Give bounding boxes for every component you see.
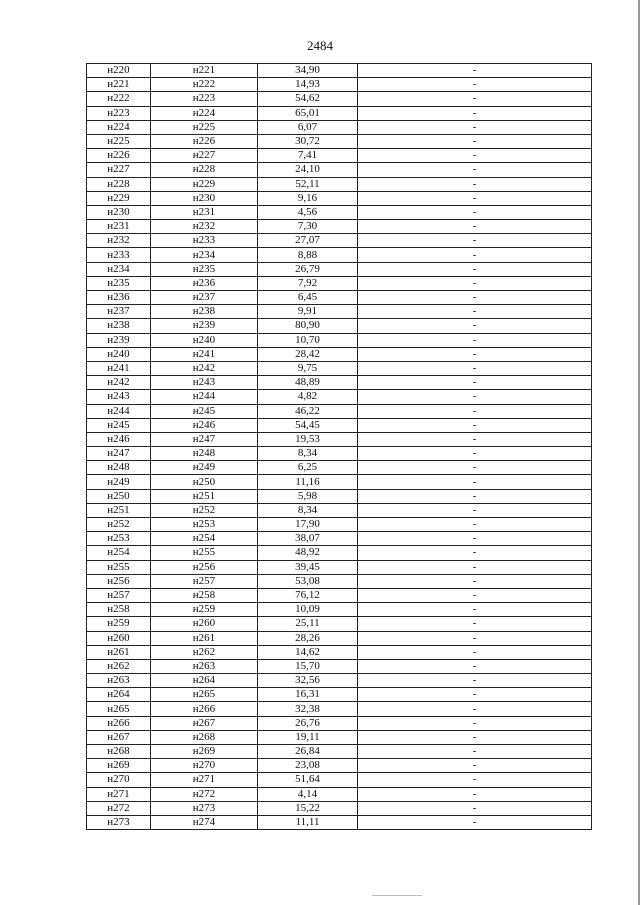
distance-cell: 52,11 xyxy=(258,177,358,191)
to-point-cell: н267 xyxy=(151,716,258,730)
to-point-cell: н245 xyxy=(151,404,258,418)
to-point-cell: н253 xyxy=(151,518,258,532)
to-point-cell: н225 xyxy=(151,120,258,134)
from-point-cell: н220 xyxy=(87,64,151,78)
table-row xyxy=(87,276,592,290)
note-cell: - xyxy=(358,532,592,546)
to-point-cell: н252 xyxy=(151,503,258,517)
table-row xyxy=(87,64,592,78)
note-cell: - xyxy=(358,248,592,262)
table-row xyxy=(87,461,592,475)
note-cell: - xyxy=(358,432,592,446)
distance-cell: 9,75 xyxy=(258,361,358,375)
note-cell: - xyxy=(358,78,592,92)
from-point-cell: н235 xyxy=(87,276,151,290)
from-point-cell: н247 xyxy=(87,447,151,461)
to-point-cell: н269 xyxy=(151,745,258,759)
note-cell: - xyxy=(358,773,592,787)
table-row xyxy=(87,390,592,404)
distance-cell: 6,45 xyxy=(258,291,358,305)
to-point-cell: н264 xyxy=(151,674,258,688)
table-row xyxy=(87,801,592,815)
to-point-cell: н272 xyxy=(151,787,258,801)
to-point-cell: н265 xyxy=(151,688,258,702)
note-cell: - xyxy=(358,361,592,375)
note-cell: - xyxy=(358,518,592,532)
note-cell: - xyxy=(358,64,592,78)
from-point-cell: н248 xyxy=(87,461,151,475)
distance-cell: 8,34 xyxy=(258,447,358,461)
from-point-cell: н273 xyxy=(87,815,151,829)
note-cell: - xyxy=(358,220,592,234)
to-point-cell: н223 xyxy=(151,92,258,106)
table-row xyxy=(87,787,592,801)
to-point-cell: н259 xyxy=(151,603,258,617)
to-point-cell: н229 xyxy=(151,177,258,191)
to-point-cell: н238 xyxy=(151,305,258,319)
from-point-cell: н226 xyxy=(87,149,151,163)
table-row xyxy=(87,631,592,645)
to-point-cell: н240 xyxy=(151,333,258,347)
note-cell: - xyxy=(358,234,592,248)
distance-cell: 24,10 xyxy=(258,163,358,177)
note-cell: - xyxy=(358,617,592,631)
table-row xyxy=(87,163,592,177)
note-cell: - xyxy=(358,106,592,120)
from-point-cell: н271 xyxy=(87,787,151,801)
to-point-cell: н236 xyxy=(151,276,258,290)
from-point-cell: н237 xyxy=(87,305,151,319)
distance-cell: 4,56 xyxy=(258,205,358,219)
table-row xyxy=(87,588,592,602)
scan-mark xyxy=(372,895,422,896)
distance-cell: 4,14 xyxy=(258,787,358,801)
distance-cell: 7,30 xyxy=(258,220,358,234)
distance-cell: 28,26 xyxy=(258,631,358,645)
to-point-cell: н246 xyxy=(151,418,258,432)
from-point-cell: н232 xyxy=(87,234,151,248)
to-point-cell: н244 xyxy=(151,390,258,404)
distance-cell: 53,08 xyxy=(258,574,358,588)
table-row xyxy=(87,376,592,390)
note-cell: - xyxy=(358,461,592,475)
distance-cell: 19,53 xyxy=(258,432,358,446)
from-point-cell: н253 xyxy=(87,532,151,546)
from-point-cell: н239 xyxy=(87,333,151,347)
from-point-cell: н234 xyxy=(87,262,151,276)
distance-cell: 17,90 xyxy=(258,518,358,532)
from-point-cell: н231 xyxy=(87,220,151,234)
distance-cell: 51,64 xyxy=(258,773,358,787)
from-point-cell: н261 xyxy=(87,645,151,659)
to-point-cell: н263 xyxy=(151,659,258,673)
distance-cell: 32,56 xyxy=(258,674,358,688)
from-point-cell: н221 xyxy=(87,78,151,92)
table-row xyxy=(87,745,592,759)
note-cell: - xyxy=(358,418,592,432)
to-point-cell: н257 xyxy=(151,574,258,588)
to-point-cell: н251 xyxy=(151,489,258,503)
to-point-cell: н235 xyxy=(151,262,258,276)
from-point-cell: н230 xyxy=(87,205,151,219)
table-row xyxy=(87,432,592,446)
table-row xyxy=(87,560,592,574)
table-row xyxy=(87,532,592,546)
from-point-cell: н233 xyxy=(87,248,151,262)
from-point-cell: н238 xyxy=(87,319,151,333)
table-row xyxy=(87,759,592,773)
table-row xyxy=(87,92,592,106)
distance-cell: 11,16 xyxy=(258,475,358,489)
table-row xyxy=(87,447,592,461)
note-cell: - xyxy=(358,603,592,617)
from-point-cell: н236 xyxy=(87,291,151,305)
from-point-cell: н258 xyxy=(87,603,151,617)
to-point-cell: н249 xyxy=(151,461,258,475)
distance-cell: 6,07 xyxy=(258,120,358,134)
distance-cell: 54,45 xyxy=(258,418,358,432)
distance-cell: 10,09 xyxy=(258,603,358,617)
note-cell: - xyxy=(358,333,592,347)
distance-cell: 9,16 xyxy=(258,191,358,205)
from-point-cell: н222 xyxy=(87,92,151,106)
note-cell: - xyxy=(358,404,592,418)
note-cell: - xyxy=(358,92,592,106)
table-row xyxy=(87,503,592,517)
note-cell: - xyxy=(358,674,592,688)
table-row xyxy=(87,688,592,702)
table-row xyxy=(87,773,592,787)
from-point-cell: н242 xyxy=(87,376,151,390)
note-cell: - xyxy=(358,503,592,517)
note-cell: - xyxy=(358,163,592,177)
from-point-cell: н255 xyxy=(87,560,151,574)
to-point-cell: н258 xyxy=(151,588,258,602)
distance-cell: 39,45 xyxy=(258,560,358,574)
note-cell: - xyxy=(358,376,592,390)
from-point-cell: н229 xyxy=(87,191,151,205)
to-point-cell: н234 xyxy=(151,248,258,262)
distance-cell: 16,31 xyxy=(258,688,358,702)
distance-cell: 28,42 xyxy=(258,347,358,361)
note-cell: - xyxy=(358,546,592,560)
to-point-cell: н268 xyxy=(151,730,258,744)
page-number: 2484 xyxy=(307,38,333,53)
distance-cell: 26,76 xyxy=(258,716,358,730)
distance-cell: 11,11 xyxy=(258,815,358,829)
table-row xyxy=(87,205,592,219)
note-cell: - xyxy=(358,149,592,163)
from-point-cell: н270 xyxy=(87,773,151,787)
from-point-cell: н246 xyxy=(87,432,151,446)
distance-cell: 26,79 xyxy=(258,262,358,276)
distance-cell: 7,92 xyxy=(258,276,358,290)
table-row xyxy=(87,716,592,730)
note-cell: - xyxy=(358,120,592,134)
from-point-cell: н263 xyxy=(87,674,151,688)
table-row xyxy=(87,134,592,148)
to-point-cell: н271 xyxy=(151,773,258,787)
distance-cell: 32,38 xyxy=(258,702,358,716)
note-cell: - xyxy=(358,815,592,829)
to-point-cell: н232 xyxy=(151,220,258,234)
from-point-cell: н252 xyxy=(87,518,151,532)
distance-cell: 15,22 xyxy=(258,801,358,815)
from-point-cell: н264 xyxy=(87,688,151,702)
from-point-cell: н223 xyxy=(87,106,151,120)
from-point-cell: н225 xyxy=(87,134,151,148)
to-point-cell: н261 xyxy=(151,631,258,645)
table-row xyxy=(87,177,592,191)
from-point-cell: н245 xyxy=(87,418,151,432)
table-row xyxy=(87,106,592,120)
distance-cell: 80,90 xyxy=(258,319,358,333)
note-cell: - xyxy=(358,588,592,602)
table-row xyxy=(87,319,592,333)
coordinates-table xyxy=(86,63,592,830)
distance-cell: 4,82 xyxy=(258,390,358,404)
table-row xyxy=(87,645,592,659)
from-point-cell: н241 xyxy=(87,361,151,375)
distance-cell: 19,11 xyxy=(258,730,358,744)
note-cell: - xyxy=(358,659,592,673)
distance-cell: 5,98 xyxy=(258,489,358,503)
distance-cell: 65,01 xyxy=(258,106,358,120)
distance-cell: 23,08 xyxy=(258,759,358,773)
note-cell: - xyxy=(358,347,592,361)
from-point-cell: н227 xyxy=(87,163,151,177)
note-cell: - xyxy=(358,205,592,219)
table-row xyxy=(87,305,592,319)
table-row xyxy=(87,659,592,673)
distance-cell: 9,91 xyxy=(258,305,358,319)
from-point-cell: н272 xyxy=(87,801,151,815)
note-cell: - xyxy=(358,560,592,574)
to-point-cell: н224 xyxy=(151,106,258,120)
note-cell: - xyxy=(358,716,592,730)
to-point-cell: н256 xyxy=(151,560,258,574)
from-point-cell: н268 xyxy=(87,745,151,759)
to-point-cell: н260 xyxy=(151,617,258,631)
from-point-cell: н250 xyxy=(87,489,151,503)
distance-cell: 6,25 xyxy=(258,461,358,475)
table-row xyxy=(87,574,592,588)
note-cell: - xyxy=(358,489,592,503)
to-point-cell: н222 xyxy=(151,78,258,92)
to-point-cell: н237 xyxy=(151,291,258,305)
distance-cell: 46,22 xyxy=(258,404,358,418)
to-point-cell: н231 xyxy=(151,205,258,219)
note-cell: - xyxy=(358,262,592,276)
to-point-cell: н221 xyxy=(151,64,258,78)
from-point-cell: н266 xyxy=(87,716,151,730)
table-row xyxy=(87,361,592,375)
to-point-cell: н254 xyxy=(151,532,258,546)
distance-cell: 26,84 xyxy=(258,745,358,759)
note-cell: - xyxy=(358,645,592,659)
note-cell: - xyxy=(358,745,592,759)
to-point-cell: н228 xyxy=(151,163,258,177)
distance-cell: 10,70 xyxy=(258,333,358,347)
table-row xyxy=(87,475,592,489)
table-row xyxy=(87,404,592,418)
from-point-cell: н249 xyxy=(87,475,151,489)
distance-cell: 48,92 xyxy=(258,546,358,560)
to-point-cell: н248 xyxy=(151,447,258,461)
note-cell: - xyxy=(358,291,592,305)
distance-cell: 76,12 xyxy=(258,588,358,602)
to-point-cell: н250 xyxy=(151,475,258,489)
from-point-cell: н265 xyxy=(87,702,151,716)
from-point-cell: н262 xyxy=(87,659,151,673)
table-row xyxy=(87,248,592,262)
table-row xyxy=(87,418,592,432)
table-body xyxy=(87,64,592,830)
note-cell: - xyxy=(358,276,592,290)
note-cell: - xyxy=(358,631,592,645)
note-cell: - xyxy=(358,702,592,716)
table-row xyxy=(87,220,592,234)
to-point-cell: н242 xyxy=(151,361,258,375)
table-row xyxy=(87,333,592,347)
note-cell: - xyxy=(358,177,592,191)
distance-cell: 14,93 xyxy=(258,78,358,92)
table-row xyxy=(87,674,592,688)
distance-cell: 8,34 xyxy=(258,503,358,517)
from-point-cell: н228 xyxy=(87,177,151,191)
table-row xyxy=(87,546,592,560)
from-point-cell: н260 xyxy=(87,631,151,645)
from-point-cell: н257 xyxy=(87,588,151,602)
table-row xyxy=(87,815,592,829)
table-row xyxy=(87,730,592,744)
to-point-cell: н227 xyxy=(151,149,258,163)
to-point-cell: н239 xyxy=(151,319,258,333)
table-row xyxy=(87,291,592,305)
to-point-cell: н262 xyxy=(151,645,258,659)
to-point-cell: н266 xyxy=(151,702,258,716)
table-row xyxy=(87,191,592,205)
note-cell: - xyxy=(358,191,592,205)
from-point-cell: н259 xyxy=(87,617,151,631)
to-point-cell: н243 xyxy=(151,376,258,390)
distance-cell: 54,62 xyxy=(258,92,358,106)
table-row xyxy=(87,149,592,163)
distance-cell: 38,07 xyxy=(258,532,358,546)
from-point-cell: н240 xyxy=(87,347,151,361)
note-cell: - xyxy=(358,801,592,815)
distance-cell: 8,88 xyxy=(258,248,358,262)
to-point-cell: н226 xyxy=(151,134,258,148)
distance-cell: 25,11 xyxy=(258,617,358,631)
table-row xyxy=(87,702,592,716)
note-cell: - xyxy=(358,574,592,588)
note-cell: - xyxy=(358,759,592,773)
to-point-cell: н274 xyxy=(151,815,258,829)
note-cell: - xyxy=(358,447,592,461)
note-cell: - xyxy=(358,787,592,801)
distance-cell: 27,07 xyxy=(258,234,358,248)
table-row xyxy=(87,347,592,361)
to-point-cell: н233 xyxy=(151,234,258,248)
distance-cell: 34,90 xyxy=(258,64,358,78)
table-row xyxy=(87,120,592,134)
table-row xyxy=(87,603,592,617)
to-point-cell: н270 xyxy=(151,759,258,773)
note-cell: - xyxy=(358,319,592,333)
distance-cell: 14,62 xyxy=(258,645,358,659)
table-row xyxy=(87,617,592,631)
distance-cell: 48,89 xyxy=(258,376,358,390)
table-row xyxy=(87,262,592,276)
to-point-cell: н247 xyxy=(151,432,258,446)
table-row xyxy=(87,489,592,503)
from-point-cell: н244 xyxy=(87,404,151,418)
to-point-cell: н273 xyxy=(151,801,258,815)
from-point-cell: н251 xyxy=(87,503,151,517)
from-point-cell: н254 xyxy=(87,546,151,560)
note-cell: - xyxy=(358,134,592,148)
table-row xyxy=(87,518,592,532)
distance-cell: 30,72 xyxy=(258,134,358,148)
distance-cell: 7,41 xyxy=(258,149,358,163)
from-point-cell: н224 xyxy=(87,120,151,134)
from-point-cell: н269 xyxy=(87,759,151,773)
from-point-cell: н267 xyxy=(87,730,151,744)
table-row xyxy=(87,234,592,248)
note-cell: - xyxy=(358,730,592,744)
from-point-cell: н256 xyxy=(87,574,151,588)
to-point-cell: н230 xyxy=(151,191,258,205)
note-cell: - xyxy=(358,305,592,319)
note-cell: - xyxy=(358,475,592,489)
from-point-cell: н243 xyxy=(87,390,151,404)
note-cell: - xyxy=(358,688,592,702)
table-row xyxy=(87,78,592,92)
distance-cell: 15,70 xyxy=(258,659,358,673)
note-cell: - xyxy=(358,390,592,404)
to-point-cell: н241 xyxy=(151,347,258,361)
to-point-cell: н255 xyxy=(151,546,258,560)
